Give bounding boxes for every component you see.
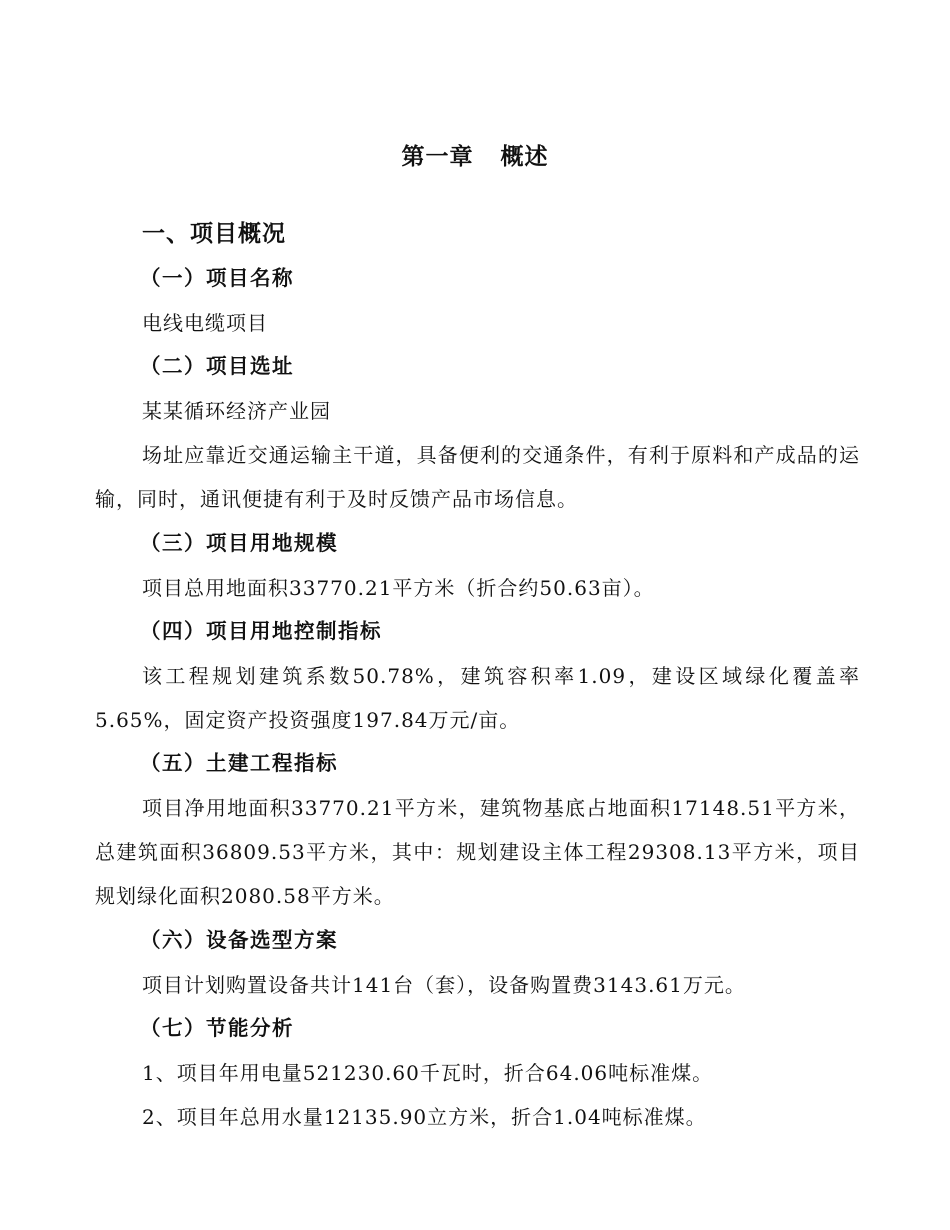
heading-energy-analysis: （七）节能分析 [140,1016,294,1040]
heading-equipment: （六）设备选型方案 [140,928,338,952]
section-title: 一、项目概况 [142,221,286,247]
heading-land-scale: （三）项目用地规模 [140,531,338,555]
project-site-description: 场址应靠近交通运输主干道，具备便利的交通条件，有利于原料和产成品的运输，同时，通讯便捷有利于及时反馈产品市场信息。 [95,443,860,511]
energy-item-2: 2、项目年总用水量12135.90立方米，折合1.04吨标准煤。 [142,1105,707,1129]
chapter-title: 第一章 概述 [401,144,549,170]
heading-civil-engineering: （五）土建工程指标 [140,751,338,775]
land-control-value: 该工程规划建筑系数50.78%，建筑容积率1.09，建设区域绿化覆盖率5.65%，固定资产投资强度197.84万元/亩。 [95,664,860,732]
energy-item-1: 1、项目年用电量521230.60千瓦时，折合64.06吨标准煤。 [142,1061,714,1085]
land-scale-value: 项目总用地面积33770.21平方米（折合约50.63亩）。 [142,576,655,600]
equipment-value: 项目计划购置设备共计141台（套），设备购置费3143.61万元。 [142,973,746,997]
project-site-value: 某某循环经济产业园 [142,399,331,423]
civil-engineering-value: 项目净用地面积33770.21平方米，建筑物基底占地面积17148.51平方米，总建筑面积36809.53平方米，其中：规划建设主体工程29308.13平方米，项目规划绿化面积2080.58平方米。 [95,796,860,908]
project-name-value: 电线电缆项目 [142,311,268,335]
heading-project-name: （一）项目名称 [140,266,294,290]
heading-project-site: （二）项目选址 [140,354,294,378]
heading-land-control: （四）项目用地控制指标 [140,619,382,643]
